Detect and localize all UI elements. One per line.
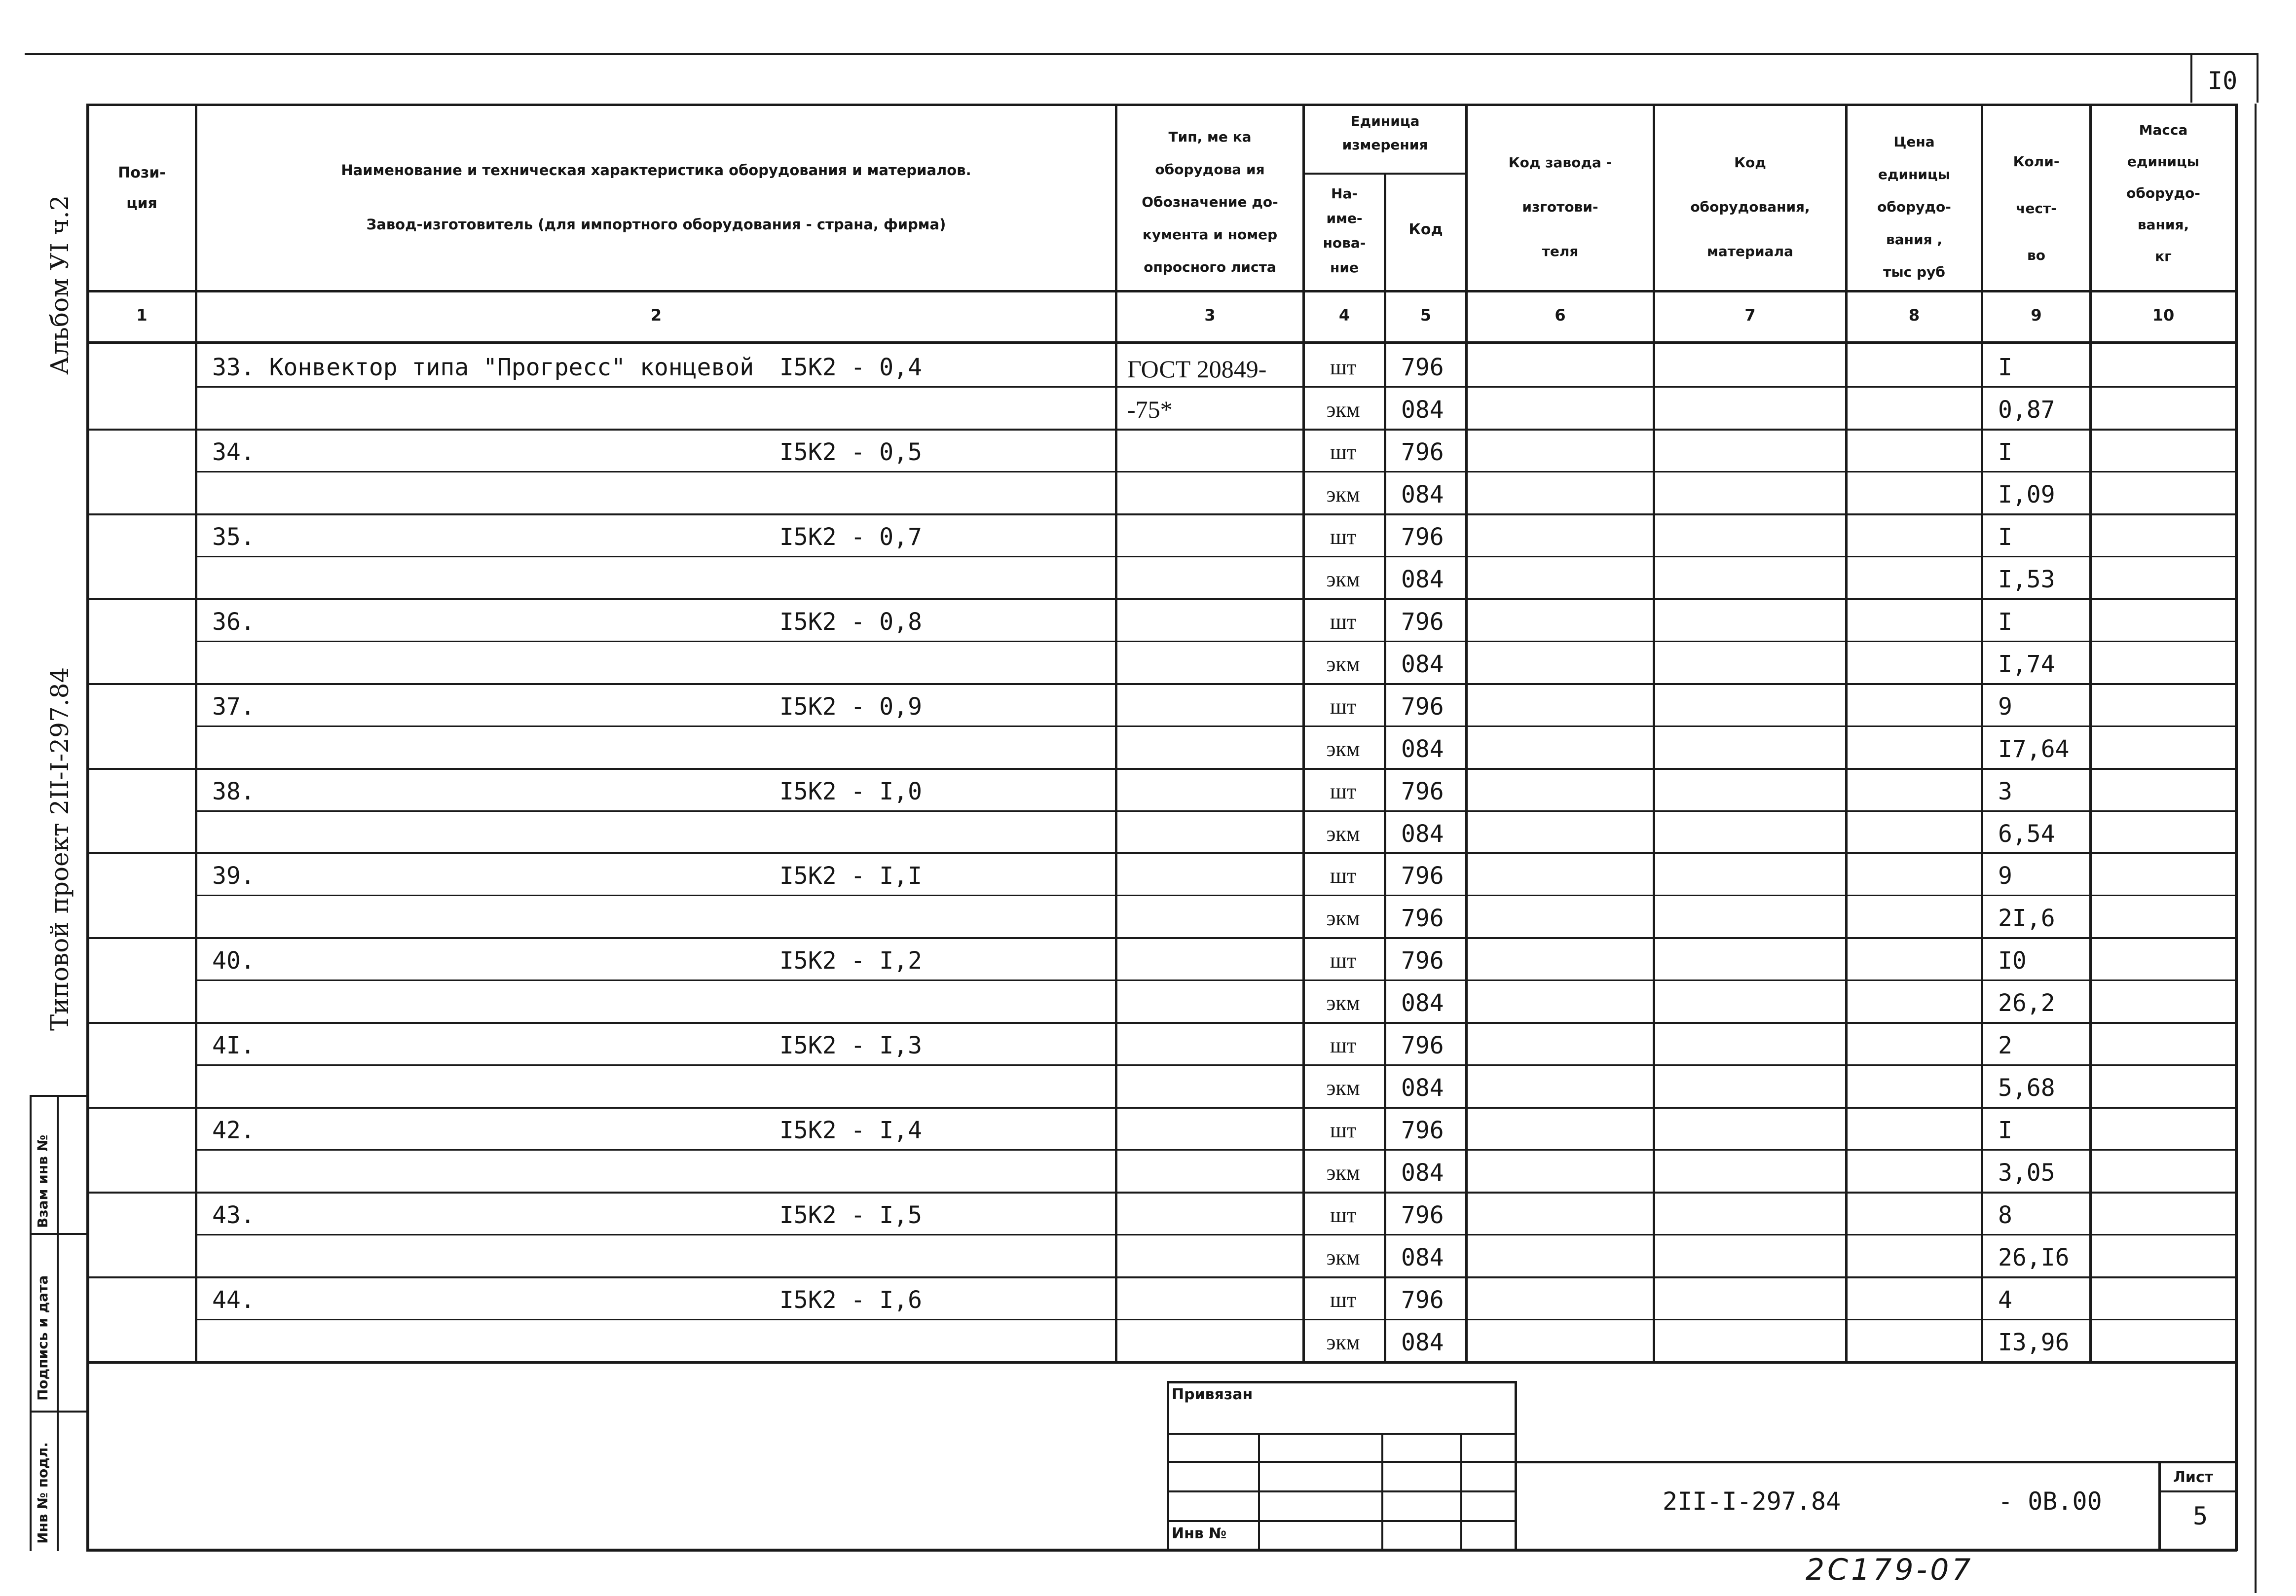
col-number-2: 2: [650, 306, 662, 325]
col-number-10: 10: [2152, 306, 2175, 325]
item-type: I5К2 - I,4: [779, 1117, 922, 1145]
item-type: I5К2 - I,0: [779, 777, 922, 805]
unit-code: 796: [1401, 1032, 1444, 1060]
unit-name: шт: [1330, 694, 1357, 719]
quantity: I,74: [1998, 650, 2055, 678]
title-block-row-1: [1167, 1433, 1517, 1435]
header-factory-code: Код завода - изготови- теля: [1508, 154, 1612, 259]
unit-code: 084: [1401, 480, 1444, 508]
item-name: 40.: [212, 947, 255, 975]
sheet-number: 5: [2193, 1502, 2208, 1530]
header-bottom-rule: [86, 290, 2237, 292]
item-name: 37.: [212, 692, 255, 721]
unit-code: 084: [1401, 1074, 1444, 1102]
privyazan-label: Привязан: [1172, 1386, 1253, 1403]
unit-code: 084: [1401, 396, 1444, 424]
sub-row-rule: [195, 1319, 2237, 1320]
header-quantity: Коли- чест- во: [2013, 153, 2060, 263]
sheet-box-sep: [2158, 1490, 2237, 1492]
unit-name: экм: [1326, 1245, 1360, 1270]
unit-name: экм: [1326, 1076, 1360, 1100]
unit-code: 796: [1401, 354, 1444, 381]
unit-name: экм: [1326, 821, 1360, 846]
unit-name: экм: [1326, 398, 1360, 422]
row-rule: [86, 598, 2237, 600]
unit-code: 796: [1401, 692, 1444, 721]
row-rule: [86, 429, 2237, 431]
quantity: 2I,6: [1998, 905, 2055, 933]
sub-row-rule: [195, 386, 2237, 388]
unit-code: 084: [1401, 565, 1444, 593]
quantity: 2: [1998, 1032, 2012, 1060]
col-number-9: 9: [2031, 306, 2042, 325]
unit-code: 084: [1401, 1244, 1444, 1271]
quantity: 4: [1998, 1286, 2012, 1314]
unit-name: экм: [1326, 906, 1360, 931]
col-sep-3: [1302, 104, 1305, 1361]
header-position: Пози- ция: [118, 164, 166, 212]
item-name: 42.: [212, 1117, 255, 1145]
item-type: I5К2 - I,2: [779, 947, 922, 975]
unit-name: экм: [1326, 1161, 1360, 1185]
quantity: 26,I6: [1998, 1244, 2070, 1271]
left-stamp-edge: [30, 1095, 32, 1551]
unit-name: экм: [1326, 736, 1360, 761]
sub-row-rule: [195, 810, 2237, 812]
handwritten-number: 2С179-07: [1806, 1553, 1974, 1587]
stamp-label-replace-inv: Взам инв №: [35, 1134, 51, 1228]
unit-name: шт: [1330, 609, 1357, 634]
col-sep-8: [1981, 104, 1983, 1361]
sub-row-rule: [195, 895, 2237, 896]
unit-name: шт: [1330, 1203, 1357, 1227]
unit-code: 084: [1401, 1328, 1444, 1356]
unit-name: шт: [1330, 1033, 1357, 1058]
header-type: Тип, ме ка оборудова ия Обозначение до- кумента и номер опросного листа: [1142, 129, 1278, 275]
item-name: 33. Конвектор типа "Прогресс" концевой: [212, 354, 754, 381]
title-block-main-top: [1515, 1461, 2237, 1463]
unit-name: шт: [1330, 524, 1357, 549]
quantity: 3: [1998, 777, 2012, 805]
col-number-4: 4: [1338, 306, 1350, 325]
sub-row-rule: [195, 1064, 2237, 1066]
sub-row-rule: [195, 979, 2237, 981]
unit-code: 796: [1401, 608, 1444, 636]
unit-code: 796: [1401, 1286, 1444, 1314]
item-name: 43.: [212, 1201, 255, 1229]
item-name: 44.: [212, 1286, 255, 1314]
quantity: 6,54: [1998, 820, 2055, 848]
item-type: I5К2 - I,5: [779, 1201, 922, 1229]
header-price: Цена единицы оборудо- вания , тыс руб: [1877, 134, 1951, 280]
top-rule: [25, 53, 2190, 55]
item-name: 35.: [212, 523, 255, 551]
unit-name: экм: [1326, 652, 1360, 676]
page-number-frame-left: [2190, 53, 2192, 103]
right-edge-rule: [2255, 104, 2257, 1593]
unit-code: 796: [1401, 905, 1444, 933]
col-sep-7: [1845, 104, 1848, 1361]
col-number-8: 8: [1908, 306, 1920, 325]
quantity: I: [1998, 608, 2012, 636]
unit-name: экм: [1326, 1330, 1360, 1354]
col-number-7: 7: [1744, 306, 1756, 325]
unit-code: 796: [1401, 947, 1444, 975]
header-mass: Масса единицы оборудо- вания, кг: [2126, 122, 2200, 264]
left-stamp-sep-1: [30, 1233, 89, 1235]
row-rule: [86, 1107, 2237, 1109]
title-block-row-2: [1167, 1461, 1517, 1463]
quantity: 0,87: [1998, 396, 2055, 424]
frame-bottom: [86, 1549, 2237, 1552]
quantity: 9: [1998, 692, 2012, 721]
unit-code: 084: [1401, 650, 1444, 678]
frame-top: [86, 104, 2237, 106]
col-number-1: 1: [136, 306, 148, 325]
quantity: I: [1998, 354, 2012, 381]
title-block-col-3: [1460, 1433, 1462, 1551]
item-type: I5К2 - 0,4: [779, 354, 922, 381]
col-sep-6: [1653, 104, 1655, 1361]
quantity: 3,05: [1998, 1159, 2055, 1187]
quantity: I: [1998, 1117, 2012, 1145]
sub-row-rule: [195, 1234, 2237, 1235]
doc-reference-line1: ГОСТ 20849-: [1127, 355, 1267, 383]
title-block-row-3: [1167, 1490, 1517, 1492]
left-stamp-mid: [57, 1095, 59, 1551]
header-unit: Единица измерения: [1342, 113, 1428, 153]
page-number-frame-right: [2257, 53, 2259, 103]
unit-name: шт: [1330, 1118, 1357, 1143]
col-number-3: 3: [1204, 306, 1216, 325]
header-unit-name: На- име- нова- ние: [1323, 185, 1366, 276]
unit-code: 084: [1401, 989, 1444, 1017]
unit-code: 084: [1401, 820, 1444, 848]
document-suffix: - 0В.00: [1998, 1487, 2102, 1516]
row-rule: [86, 937, 2237, 939]
row-rule: [86, 1022, 2237, 1024]
unit-name: шт: [1330, 1287, 1357, 1312]
quantity: I,53: [1998, 565, 2055, 593]
sheet-label: Лист: [2173, 1469, 2214, 1486]
row-rule: [86, 1192, 2237, 1194]
quantity: I: [1998, 438, 2012, 466]
table-bottom-rule: [86, 1361, 2237, 1364]
item-type: I5К2 - 0,7: [779, 523, 922, 551]
row-rule: [86, 683, 2237, 685]
col-number-5: 5: [1420, 306, 1432, 325]
header-unit-code: Код: [1408, 221, 1443, 238]
inv-label: Инв №: [1172, 1525, 1227, 1542]
row-rule: [86, 768, 2237, 770]
header-name: Наименование и техническая характеристика оборудования и материалов. Завод-изготовитель (для импортного оборудования - страна, фирма): [341, 162, 971, 233]
quantity: I3,96: [1998, 1328, 2070, 1356]
sub-row-rule: [195, 725, 2237, 727]
unit-code: 084: [1401, 1159, 1444, 1187]
unit-code: 796: [1401, 438, 1444, 466]
quantity: 5,68: [1998, 1074, 2055, 1102]
item-type: I5К2 - I,3: [779, 1032, 922, 1060]
unit-name: экм: [1326, 567, 1360, 591]
quantity: I0: [1998, 947, 2027, 975]
quantity: I7,64: [1998, 735, 2070, 763]
unit-code: 796: [1401, 523, 1444, 551]
quantity: 26,2: [1998, 989, 2055, 1017]
item-name: 4I.: [212, 1032, 255, 1060]
title-block-row-4: [1167, 1520, 1517, 1522]
col-sep-2: [1115, 104, 1117, 1361]
col-number-6: 6: [1555, 306, 1566, 325]
item-name: 38.: [212, 777, 255, 805]
page-number: I0: [2208, 67, 2238, 95]
left-stamp-sep-2: [30, 1411, 89, 1413]
item-name: 36.: [212, 608, 255, 636]
sub-row-rule: [195, 641, 2237, 642]
item-type: I5К2 - 0,5: [779, 438, 922, 466]
sub-row-rule: [195, 1149, 2237, 1151]
item-type: I5К2 - I,I: [779, 862, 922, 890]
unit-code: 796: [1401, 777, 1444, 805]
row-rule: [86, 513, 2237, 515]
item-name: 39.: [212, 862, 255, 890]
title-block-left: [1167, 1381, 1169, 1551]
doc-reference-line2: -75*: [1127, 396, 1173, 423]
project-label: Типовой проект 2II-I-297.84: [45, 667, 74, 1031]
item-type: I5К2 - I,6: [779, 1286, 922, 1314]
col-sep-1: [195, 104, 197, 1361]
stamp-label-signature-date: Подпись и дата: [35, 1275, 51, 1401]
title-block-top: [1167, 1381, 1517, 1383]
title-block-right: [1515, 1381, 1517, 1551]
unit-name: шт: [1330, 355, 1357, 379]
quantity: I: [1998, 523, 2012, 551]
unit-name: шт: [1330, 864, 1357, 888]
column-number-rule: [86, 341, 2237, 344]
row-rule: [86, 1276, 2237, 1278]
unit-code: 084: [1401, 735, 1444, 763]
unit-name: шт: [1330, 439, 1357, 464]
document-code: 2II-I-297.84: [1663, 1487, 1841, 1516]
unit-name: шт: [1330, 779, 1357, 803]
col-sep-5: [1465, 104, 1468, 1361]
frame-right: [2235, 104, 2238, 1551]
stamp-label-original-inv: Инв № подл.: [35, 1442, 51, 1544]
quantity: I,09: [1998, 480, 2055, 508]
album-label: Альбом УI ч.2: [45, 195, 74, 375]
unit-name: шт: [1330, 948, 1357, 973]
page-number-frame-top: [2190, 53, 2259, 55]
header-equipment-code: Код оборудования, материала: [1690, 154, 1810, 259]
left-stamp-top: [30, 1095, 89, 1097]
sub-row-rule: [195, 556, 2237, 557]
sub-row-rule: [195, 471, 2237, 472]
unit-name: экм: [1326, 482, 1360, 507]
unit-code: 796: [1401, 1201, 1444, 1229]
unit-code: 796: [1401, 1117, 1444, 1145]
quantity: 9: [1998, 862, 2012, 890]
title-block-col-2: [1381, 1433, 1383, 1551]
item-name: 34.: [212, 438, 255, 466]
sheet-box-left: [2158, 1461, 2161, 1551]
quantity: 8: [1998, 1201, 2012, 1229]
item-type: I5К2 - 0,8: [779, 608, 922, 636]
col-sep-9: [2089, 104, 2092, 1361]
unit-name: экм: [1326, 991, 1360, 1016]
title-block-col-1: [1258, 1433, 1260, 1551]
col-sep-4: [1384, 173, 1386, 1361]
item-type: I5К2 - 0,9: [779, 692, 922, 721]
unit-code: 796: [1401, 862, 1444, 890]
row-rule: [86, 852, 2237, 854]
